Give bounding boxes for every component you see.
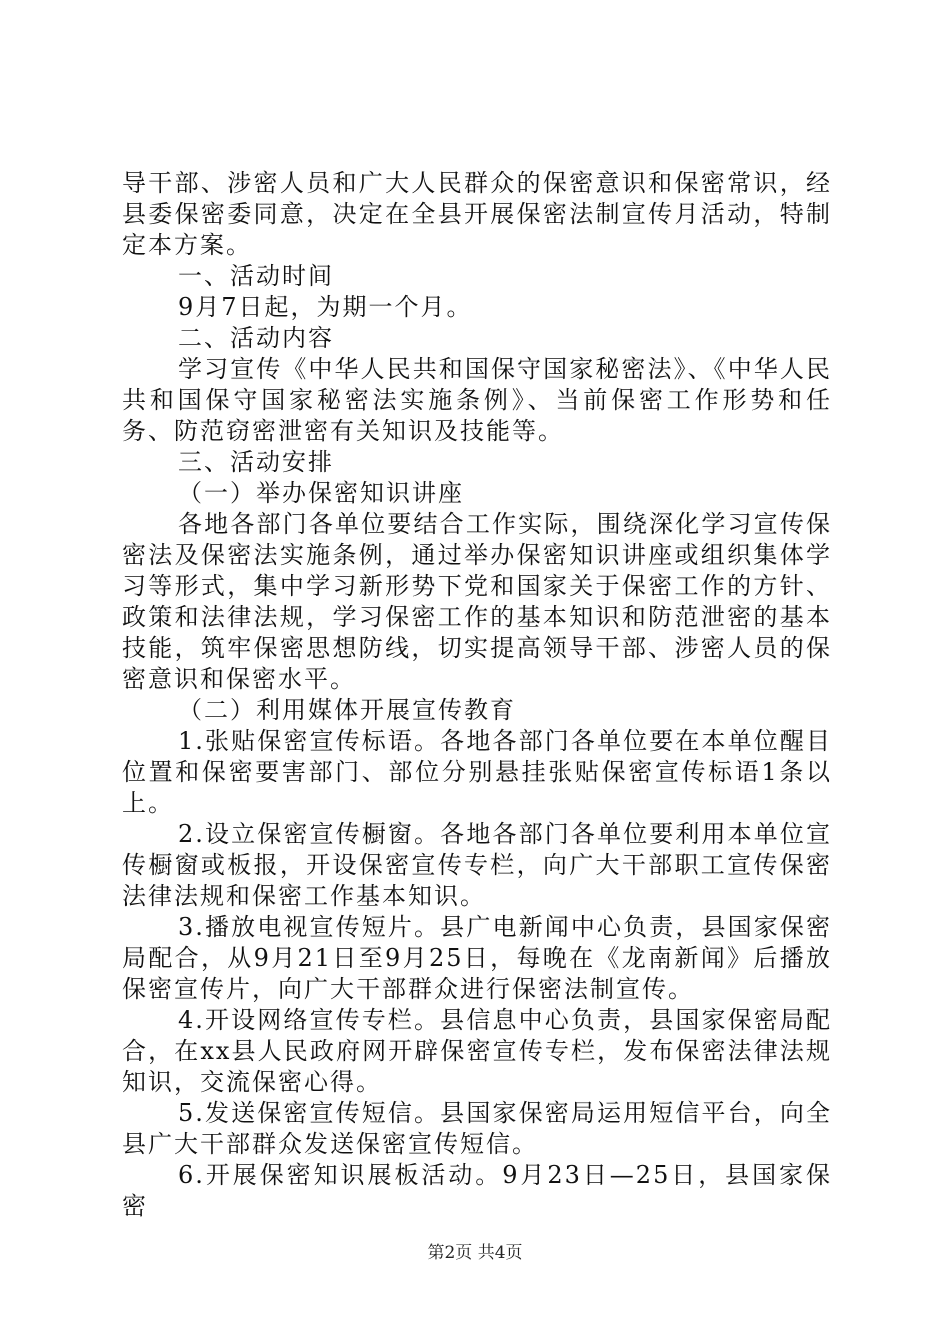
section-heading-time: 一、活动时间 bbox=[178, 262, 334, 290]
section-heading-arrangement: 三、活动安排 bbox=[178, 448, 334, 476]
list-item-tv: 3.播放电视宣传短片。县广电新闻中心负责，县国家保密局配合，从9月21日至9月25日，每晚在《龙南新闻》后播放保密宣传片，向广大干部群众进行保密法制宣传。 bbox=[122, 913, 832, 1003]
list-item-exhibition: 6.开展保密知识展板活动。9月23日—25日，县国家保密 bbox=[122, 1161, 832, 1220]
list-item-slogans: 1.张贴保密宣传标语。各地各部门各单位要在本单位醒目位置和保密要害部门、部位分别悬挂张贴保密宣传标语1条以上。 bbox=[122, 727, 832, 817]
subsection-heading-media: （二）利用媒体开展宣传教育 bbox=[178, 696, 516, 724]
document-body bbox=[122, 168, 832, 1222]
section-heading-content: 二、活动内容 bbox=[178, 324, 334, 352]
body-paragraph: 学习宣传《中华人民共和国保守国家秘密法》、《中华人民共和国保守国家秘密法实施条例》、当前保密工作形势和任务、防范窃密泄密有关知识及技能等。 bbox=[122, 355, 832, 445]
list-item-sms: 5.发送保密宣传短信。县国家保密局运用短信平台，向全县广大干部群众发送保密宣传短信。 bbox=[122, 1099, 832, 1158]
list-item-web: 4.开设网络宣传专栏。县信息中心负责，县国家保密局配合，在xx县人民政府网开辟保密宣传专栏，发布保密法律法规知识，交流保密心得。 bbox=[122, 1006, 832, 1096]
body-paragraph: 9月7日起，为期一个月。 bbox=[178, 293, 473, 321]
body-paragraph: 导干部、涉密人员和广大人民群众的保密意识和保密常识，经县委保密委同意，决定在全县开展保密法制宣传月活动，特制定本方案。 bbox=[122, 169, 832, 259]
page-footer: 第2页 共4页 bbox=[427, 1243, 523, 1263]
list-item-showcase: 2.设立保密宣传橱窗。各地各部门各单位要利用本单位宣传橱窗或板报，开设保密宣传专栏，向广大干部职工宣传保密法律法规和保密工作基本知识。 bbox=[122, 820, 832, 910]
body-paragraph: 各地各部门各单位要结合工作实际，围绕深化学习宣传保密法及保密法实施条例，通过举办保密知识讲座或组织集体学习等形式，集中学习新形势下党和国家关于保密工作的方针、政策和法律法规，学习保密工作的基本知识和防范泄密的基本技能，筑牢保密思想防线，切实提高领导干部、涉密人员的保密意识和保密水平。 bbox=[122, 510, 832, 693]
subsection-heading-lecture: （一）举办保密知识讲座 bbox=[178, 479, 464, 507]
